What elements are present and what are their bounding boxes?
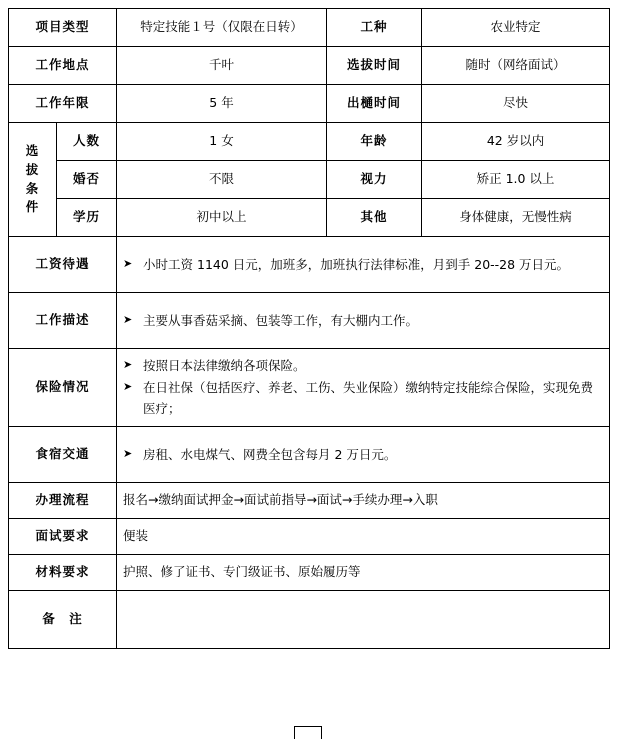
headcount-label: 人数	[57, 123, 117, 161]
age-value: 42 岁以内	[422, 123, 610, 161]
material-requirement-label: 材料要求	[9, 555, 117, 591]
job-kind-value: 农业特定	[422, 9, 610, 47]
list-item: ➤ 在日社保（包括医疗、养老、工伤、失业保险）缴纳特定技能综合保险，实现免费医疗；	[123, 377, 603, 421]
living-transport-label: 食宿交通	[9, 427, 117, 483]
table-row	[9, 591, 610, 649]
work-years-label: 工作年限	[9, 85, 117, 123]
table-row	[9, 555, 610, 591]
selection-conditions-char: 条	[25, 180, 40, 196]
table-row	[9, 47, 610, 85]
job-description-list	[123, 310, 603, 332]
salary-list	[123, 254, 603, 276]
education-label: 学历	[57, 199, 117, 237]
table-row	[9, 519, 610, 555]
table-row	[9, 85, 610, 123]
other-value: 身体健康，无慢性病	[422, 199, 610, 237]
work-years-value: 5 年	[117, 85, 327, 123]
job-posting-table	[8, 8, 610, 649]
living-transport-list	[123, 444, 603, 466]
table-row	[9, 483, 610, 519]
selection-conditions-char: 拔	[25, 161, 40, 177]
table-row	[9, 427, 610, 483]
selection-conditions-char: 选	[25, 143, 40, 158]
table-row	[9, 123, 610, 161]
process-label: 办理流程	[9, 483, 117, 519]
list-item: ➤ 房租、水电煤气、网费全包含每月 2 万日元。	[123, 444, 603, 466]
marital-value: 不限	[117, 161, 327, 199]
age-label: 年龄	[327, 123, 422, 161]
work-place-label: 工作地点	[9, 47, 117, 85]
selection-conditions-char: 件	[25, 199, 40, 215]
remark-label: 备 注	[9, 591, 117, 649]
list-item: ➤ 主要从事香菇采摘、包装等工作，有大棚内工作。	[123, 310, 603, 332]
job-kind-label: 工种	[327, 9, 422, 47]
salary-value	[117, 237, 610, 293]
process-value: 报名→缴纳面试押金→面试前指导→面试→手续办理→入职	[117, 483, 610, 519]
page-footer-mark	[294, 726, 322, 739]
job-description-label: 工作描述	[9, 293, 117, 349]
table-row	[9, 293, 610, 349]
table-row	[9, 161, 610, 199]
interview-requirement-value: 便装	[117, 519, 610, 555]
list-item: ➤ 小时工资 1140 日元，加班多，加班执行法律标准，月到手 20--28 万日元。	[123, 254, 603, 276]
selection-time-label: 选拔时间	[327, 47, 422, 85]
education-value: 初中以上	[117, 199, 327, 237]
marital-label: 婚否	[57, 161, 117, 199]
job-description-value	[117, 293, 610, 349]
insurance-list	[123, 355, 603, 421]
table-row	[9, 9, 610, 47]
project-type-label: 项目类型	[9, 9, 117, 47]
work-place-value: 千叶	[117, 47, 327, 85]
departure-time-label: 出樋时间	[327, 85, 422, 123]
headcount-value: 1 女	[117, 123, 327, 161]
material-requirement-value: 护照、修了证书、专门级证书、原始履历等	[117, 555, 610, 591]
insurance-value	[117, 349, 610, 427]
table-row	[9, 349, 610, 427]
selection-time-value: 随时（网络面试）	[422, 47, 610, 85]
living-transport-value	[117, 427, 610, 483]
salary-label: 工资待遇	[9, 237, 117, 293]
vision-label: 视力	[327, 161, 422, 199]
table-row	[9, 199, 610, 237]
selection-conditions-label	[9, 123, 57, 237]
project-type-value: 特定技能１号（仅限在日转）	[117, 9, 327, 47]
job-posting-sheet	[8, 8, 609, 649]
table-row	[9, 237, 610, 293]
interview-requirement-label: 面试要求	[9, 519, 117, 555]
remark-value	[117, 591, 610, 649]
insurance-label: 保险情况	[9, 349, 117, 427]
departure-time-value: 尽快	[422, 85, 610, 123]
list-item: ➤ 按照日本法律缴纳各项保险。	[123, 355, 603, 377]
vision-value: 矫正 1.0 以上	[422, 161, 610, 199]
other-label: 其他	[327, 199, 422, 237]
